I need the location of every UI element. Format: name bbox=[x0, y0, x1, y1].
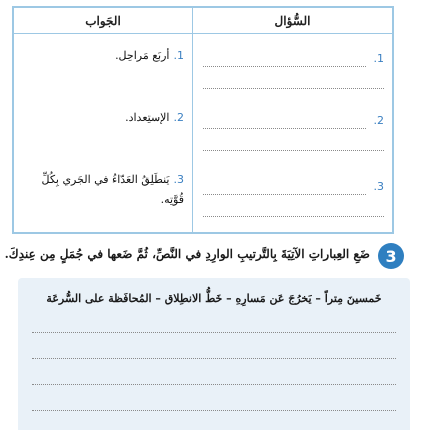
answer-number: 1. bbox=[173, 49, 184, 62]
exercise-heading bbox=[4, 243, 404, 271]
exercise-instruction: ضَعِ العِباراتِ الآتِيَةَ بِالتَّرتيبِ الوارِدِ في النَّصِّ، ثُمَّ ضَعها في جُمَلٍ مِن عِندِكَ. bbox=[4, 247, 370, 261]
question-item-1 bbox=[203, 52, 384, 92]
answer-text: يَنطَلِقُ العَدّاءُ في الجَري بِكُلِّ قُوَّتِه. bbox=[41, 173, 184, 206]
question-column bbox=[192, 34, 392, 232]
answer-text: أربَع مَراحِل. bbox=[115, 49, 170, 62]
writing-line[interactable] bbox=[32, 410, 396, 411]
answer-text: الإستِعداد. bbox=[125, 111, 170, 124]
writing-line[interactable] bbox=[32, 358, 396, 359]
question-number: 2. bbox=[373, 114, 384, 127]
exercise-answer-box bbox=[18, 278, 410, 430]
writing-line[interactable] bbox=[32, 332, 396, 333]
answer-line[interactable] bbox=[203, 88, 384, 89]
answer-item-1 bbox=[22, 46, 184, 66]
table-header bbox=[14, 8, 392, 34]
answer-line[interactable] bbox=[203, 216, 384, 217]
question-item-2 bbox=[203, 114, 384, 154]
answer-number: 3. bbox=[173, 173, 184, 186]
answer-item-2 bbox=[22, 108, 184, 128]
answer-line[interactable] bbox=[203, 128, 366, 129]
exercise-number-badge: 3 bbox=[378, 243, 404, 269]
phrase-list: خَمسينَ مِتراً – يَخرُجَ عَن مَسارِهِ – خَطُّ الانطِلاق – المُحافَظة على السُّرعَة bbox=[46, 292, 382, 305]
answer-line[interactable] bbox=[203, 194, 366, 195]
answer-line[interactable] bbox=[203, 150, 384, 151]
answer-column bbox=[14, 34, 192, 232]
answer-number: 2. bbox=[173, 111, 184, 124]
question-answer-table bbox=[12, 6, 394, 234]
table-body bbox=[14, 34, 392, 232]
answer-column-header: الجَواب bbox=[85, 13, 121, 28]
answer-line[interactable] bbox=[203, 66, 366, 67]
writing-line[interactable] bbox=[32, 384, 396, 385]
question-number: 1. bbox=[373, 52, 384, 65]
question-column-header: السُّؤال bbox=[192, 8, 392, 33]
question-number: 3. bbox=[373, 180, 384, 193]
question-item-3 bbox=[203, 180, 384, 220]
answer-item-3 bbox=[22, 170, 184, 210]
